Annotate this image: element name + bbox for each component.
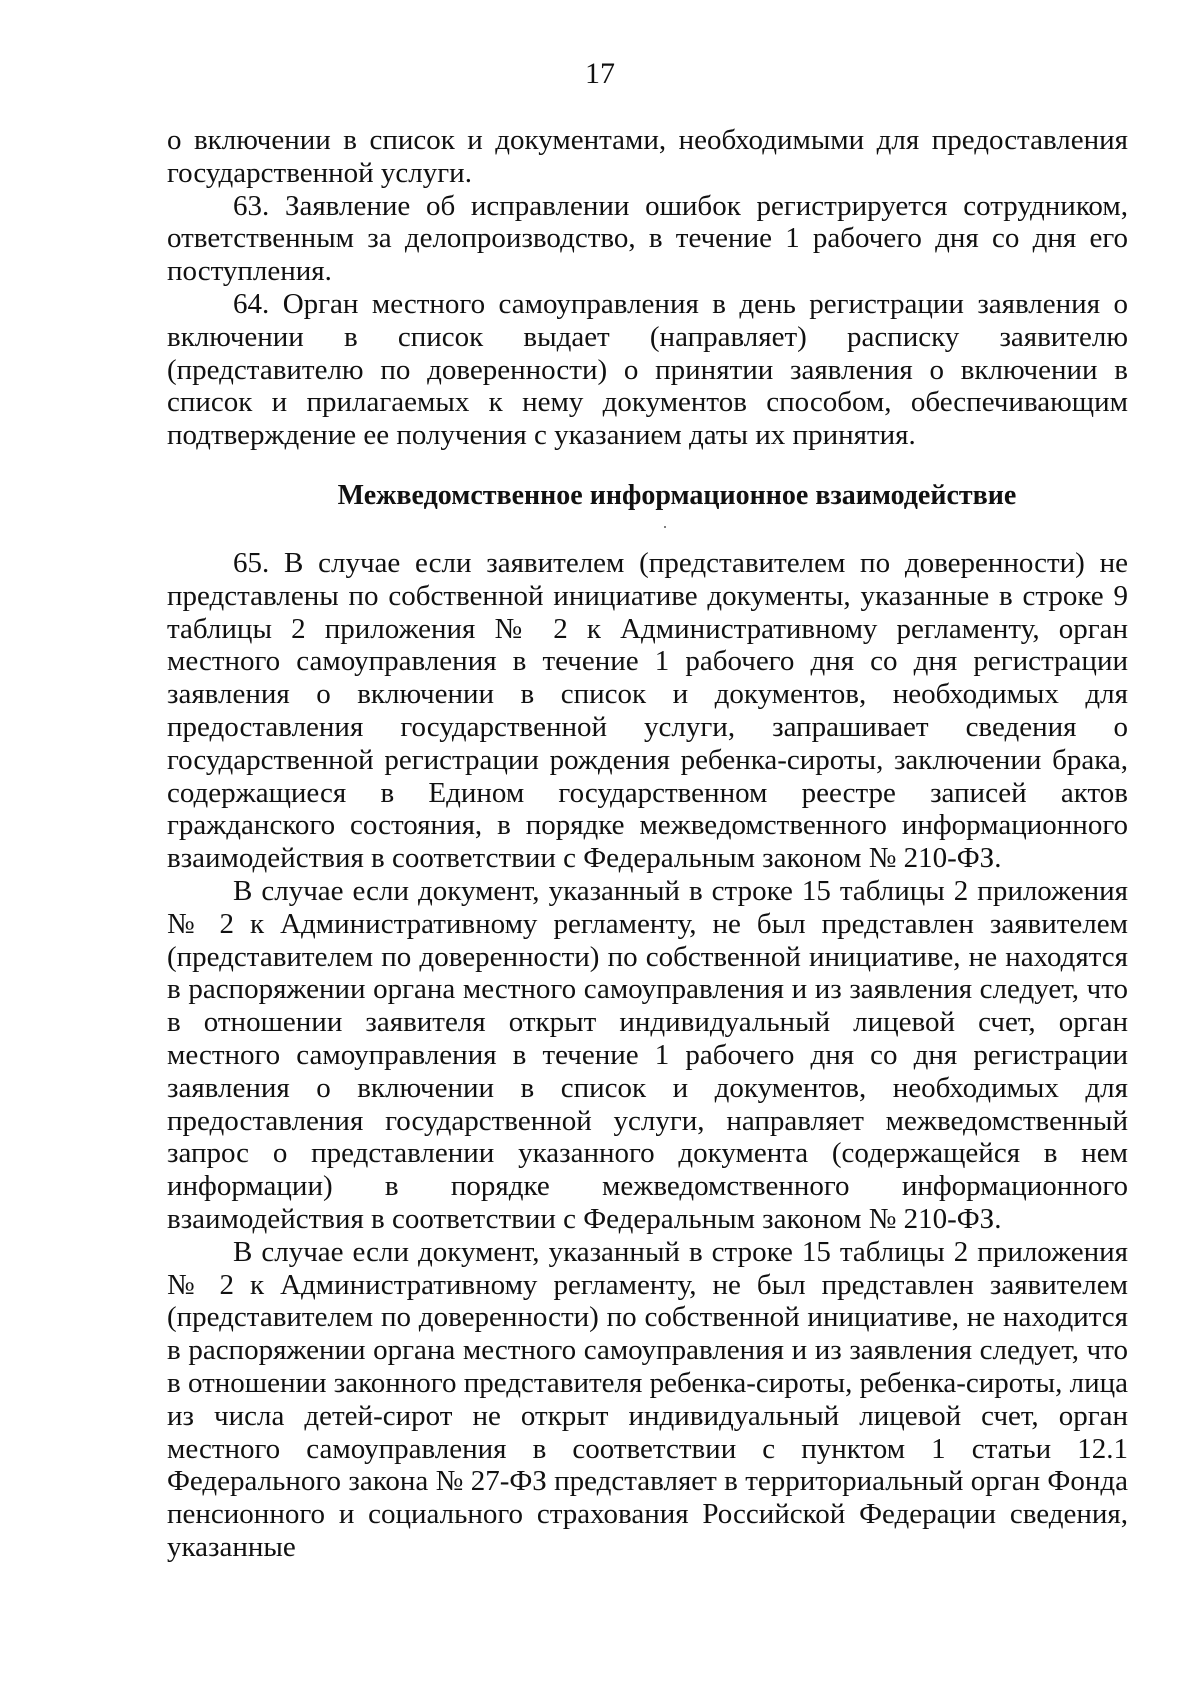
paragraph-64: 64. Орган местного самоуправления в день регистрации заявления о включении в список выдает (направляет) расписку заявителю (представителю по доверенности) о принятии заявления о включении в список и прилагаемых к нему документов способом, обеспечивающим подтверждение ее получения с указанием даты их принятия. [167, 287, 1128, 452]
paragraph-65-part-3: В случае если документ, указанный в строке 15 таблицы 2 приложения № 2 к Административному регламенту, не был представлен заявителем (представителем по доверенности) по собственной инициативе, не находится в распоряжении органа местного самоуправления и из заявления следует, что в отношении законного представителя ребенка-сироты, ребенка-сироты, лица из числа детей-сирот не открыт индивидуальный лицевой счет, орган местного самоуправления в соответствии с пунктом 1 статьи 12.1 Федерального закона № 27-ФЗ представляет в территориальный орган Фонда пенсионного и социального страхования Российской Федерации сведения, указанные [167, 1235, 1128, 1563]
paragraph-63: 63. Заявление об исправлении ошибок регистрируется сотрудником, ответственным за делопроизводство, в течение 1 рабочего дня со дня его поступления. [167, 189, 1128, 288]
text-block-top [167, 124, 1128, 452]
section-heading: Межведомственное информационное взаимодействие [337, 480, 1017, 511]
paragraph-65: 65. В случае если заявителем (представителем по доверенности) не представлены по собственной инициативе документы, указанные в строке 9 таблицы 2 приложения № 2 к Административному регламенту, орган местного самоуправления в течение 1 рабочего дня со дня регистрации заявления о включении в список и документов, необходимых для предоставления государственной услуги, запрашивает сведения о государственной регистрации рождения ребенка-сироты, заключении брака, содержащиеся в Едином государственном реестре записей актов гражданского состояния, в порядке межведомственного информационного взаимодействия в соответствии с Федеральным законом № 210-ФЗ. [167, 547, 1128, 875]
paragraph-continuation: о включении в список и документами, необходимыми для предоставления государственной услуги. [167, 124, 1128, 189]
scan-speck [664, 526, 666, 528]
text-block-bottom [167, 547, 1128, 1564]
paragraph-65-part-2: В случае если документ, указанный в строке 15 таблицы 2 приложения № 2 к Административному регламенту, не был представлен заявителем (представителем по доверенности) по собственной инициативе, не находятся в распоряжении органа местного самоуправления и из заявления следует, что в отношении заявителя открыт индивидуальный лицевой счет, орган местного самоуправления в течение 1 рабочего дня со дня регистрации заявления о включении в список и документов, необходимых для предоставления государственной услуги, направляет межведомственный запрос о представлении указанного документа (содержащейся в нем информации) в порядке межведомственного информационного взаимодействия в соответствии с Федеральным законом № 210-ФЗ. [167, 874, 1128, 1235]
page-number: 17 [585, 57, 615, 90]
